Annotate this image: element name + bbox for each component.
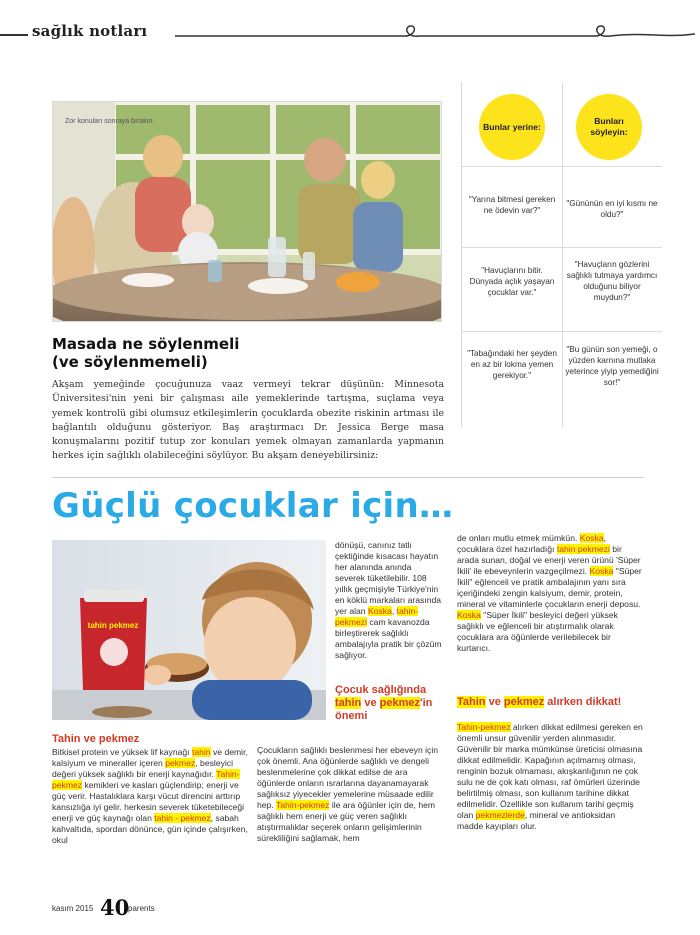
- say-cell: "Havuçların gözlerini sağlıklı tutmaya yardımcı olduğunu biliyor muydun?": [566, 260, 658, 302]
- tips-table: [462, 82, 662, 427]
- article-heading-line2: (ve söylenmemeli): [52, 353, 208, 371]
- highlighted-term: Koska: [367, 606, 392, 616]
- article-heading: [52, 335, 442, 371]
- highlighted-term: pekmezlerde: [475, 810, 525, 820]
- text-run: 'in önemi: [335, 697, 433, 722]
- text-run: , mineral ve antioksidan madde kayıpları olur.: [457, 810, 616, 831]
- subheading-child-health: [335, 684, 447, 723]
- text-run: alırken dikkat edilmesi gereken en önemli unsur güvenilir yerden alınmasıdır. Güvenilir bir marka mümkünse üreticisi olmasına dikkat edilmelidir. Kapağının açılmamış olması, renginin bozuk olmaması, akışkanlığının ne çok sulu ne de çok katı olması, raf ömürleri üzerinde belirtilmiş olması, son kullanım tarihine dikkat edilmelidir. Özellikle son kullanım tarihi geçmiş olan: [457, 722, 643, 820]
- highlighted-term: tahin: [335, 697, 362, 709]
- highlighted-term: tahin pekmezi: [556, 544, 610, 554]
- text-run: ve: [485, 696, 504, 708]
- highlighted-term: Tahin-pekmez: [457, 722, 511, 732]
- instead-cell: "Yarına bitmesi gereken ne ödevin var?": [468, 195, 556, 215]
- child-eating-photo: [52, 540, 326, 720]
- text-run: Çocukların sağlıklı beslenmesi her ebeveyn için çok önemli. Ana öğünlerde sağlıklı ve dengeli beslenmelerine çok dikkat edilse de ara öğünlerde onların ısrarlarına dayanamayarak sağlıksız yiyecekler yemelerine müsaade edilir hep.: [257, 745, 439, 810]
- column-2-top-text: [335, 540, 443, 661]
- text-run: de onları mutlu etmek mümkün.: [457, 533, 580, 543]
- text-run: ve demir, kalsiyum ve mineraller içeren: [52, 747, 248, 768]
- text-run: dönüşü, canınız tatlı çektiğinde kısacası hayatın her alanında anında severek tüketilebilir. 108 yıllık geçmişiyle Türkiye'nin en köklü markaları arasında yer alan: [335, 540, 442, 616]
- text-run: ,: [391, 606, 397, 616]
- highlighted-term: Tahin: [457, 696, 486, 708]
- table-center-divider: [562, 82, 563, 427]
- page-number: 40: [100, 895, 130, 920]
- issue-month: kasım 2015: [52, 904, 94, 913]
- article-body: [52, 378, 444, 464]
- magazine-name: parents: [128, 904, 155, 913]
- text-run: Çocuk sağlığında: [335, 684, 427, 696]
- highlighted-term: Tahin-pekmez: [52, 769, 240, 790]
- say-header-bubble: [576, 94, 642, 160]
- text-run: , besleyici değeri yüksek sağlıklı bir enerji kaynağıdır.: [52, 758, 234, 779]
- highlighted-term: pekmez: [379, 697, 420, 709]
- article-body-paragraph: Akşam yemeğinde çocuğunuza vaaz vermeyi tekrar düşünün: Minnesota Üniversitesi'nin yeni bir çalışması aile yemeklerinde tartışma, suçlama veya yemek kontrolü gibi olumsuz etkileşimlerin çocuklarda obezite riskinin artması ile bağlantılı olduğunu gösteriyor. Baş araştırmacı Dr. Jessica Berge masa konuşmalarını pozitif tutup zor konuları yemek olmayan zamanlarda yapmanın herkes için sağlıklı olabileceğini söylüyor. Bu akşam deneyebilirsiniz:: [52, 379, 444, 462]
- subheading-tahin-pekmez: Tahin ve pekmez: [52, 733, 140, 745]
- highlighted-term: tahin-pekmezi: [335, 606, 419, 627]
- table-row-divider: [462, 247, 662, 248]
- table-row-divider: [462, 166, 662, 167]
- text-run: ile ara öğünler için de, hem sağlıklı hem enerji ve güç veren sağlıklı atıştırmalıklar seçerek onların gelişimlerinin sürekliliğini sağlamak, hem: [257, 800, 436, 843]
- column-3-top-text: [457, 533, 643, 654]
- table-row-divider: [462, 331, 662, 332]
- instead-cell: "Tabağındaki her şeyden en az bir lokma yemen gerekiyor.": [467, 349, 557, 380]
- jar-label: tahin pekmez: [87, 621, 139, 630]
- column-1-text: [52, 747, 248, 846]
- instead-header: Bunlar yerine:: [483, 121, 541, 132]
- text-run: kemikleri ve kasları güçlendirip; enerji ve güç verir. Hastalıklara karşı vücut direncini arttırıp kansızlığa iyi gelir. herkesin severek tüketebileceği enerji ve güç kaynağı olan: [52, 780, 245, 823]
- header-rule-left: [0, 34, 28, 36]
- text-run: "Süper İkili" besleyici değeri yüksek sağlıklı ve eğlenceli bir atıştırmalık olarak çocuklara ara öğünlerde verilebilecek bir kurtarıcı.: [457, 610, 618, 653]
- family-dinner-photo: [52, 101, 442, 322]
- highlighted-term: Tahin-pekmez: [275, 800, 330, 810]
- instead-cell: "Havuçlarını bitir. Dünyada açlık yaşayan çocuklar var.": [469, 266, 555, 297]
- instead-header-bubble: [479, 94, 545, 160]
- header-squiggle-rule: [175, 22, 695, 48]
- section-divider: [52, 477, 644, 478]
- column-3-bottom-text: [457, 722, 643, 832]
- highlighted-term: pekmez: [165, 758, 196, 768]
- text-run: alırken dikkat!: [544, 696, 622, 708]
- family-dinner-illustration: [53, 102, 442, 322]
- text-run: cam kavanozda birleştirerek sağlıklı ambalajıyla pratik bir çözüm sağlıyor.: [335, 617, 442, 660]
- text-run: ve: [361, 697, 380, 709]
- text-run: , sabah kahvaltıda, spordan dönünce, gün içinde çalışırken, okul: [52, 813, 248, 845]
- column-2-bottom-text: [257, 745, 445, 844]
- section-title: sağlık notları: [32, 22, 148, 40]
- highlighted-term: pekmez: [503, 696, 545, 708]
- text-run: Bitkisel protein ve yüksek lif kaynağı: [52, 747, 192, 757]
- child-eating-illustration: [52, 540, 326, 720]
- highlighted-term: tahin: [191, 747, 211, 757]
- photo-caption: Zor konuları sonraya bırakın.: [65, 118, 155, 125]
- say-header: Bunları söyleyin:: [590, 116, 628, 137]
- text-run: , çocuklara özel hazırladığı: [457, 533, 607, 554]
- text-run: "Süper İkili" eğlenceli ve pratik ambalajının yanı sıra içeriğindeki zengin kalsiyum, demir, protein, mineral ve vitaminlerle çocukların enerji deposu.: [457, 566, 642, 609]
- highlighted-term: Koska: [457, 610, 481, 620]
- article-heading-line1: Masada ne söylenmeli: [52, 335, 240, 353]
- page-header: [0, 18, 700, 48]
- section2-title: Güçlü çocuklar için…: [52, 486, 454, 526]
- subheading-buying-caution: [457, 696, 643, 709]
- say-cell: "Bu günün son yemeği, o yüzden karnına mutlaka yeterince yiyip yemediğini sor!": [565, 345, 659, 387]
- highlighted-term: Koska: [579, 533, 604, 543]
- say-cell: "Gününün en iyi kısmı ne oldu?": [566, 199, 658, 219]
- highlighted-term: tahin - pekmez: [154, 813, 211, 823]
- highlighted-term: Koska: [589, 566, 614, 576]
- text-run: bir arada sunan, doğal ve enerji veren ürünü 'Süper İkili' ile ebeveynlerin vazgeçilmezi.: [457, 544, 641, 576]
